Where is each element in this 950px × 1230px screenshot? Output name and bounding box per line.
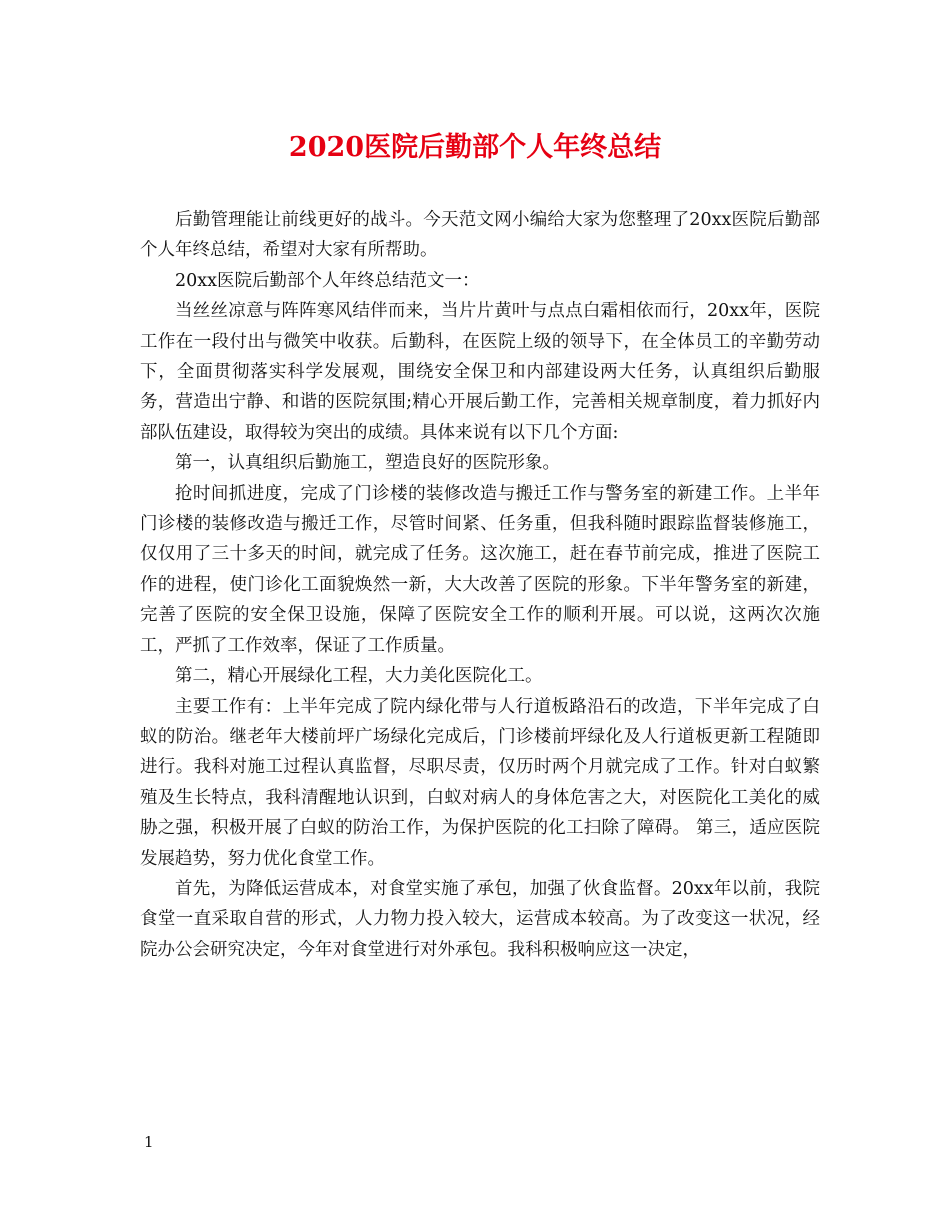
document-title: 2020医院后勤部个人年终总结: [288, 132, 662, 163]
paragraph-section-one-heading: 第一，认真组织后勤施工，塑造良好的医院形象。: [175, 453, 560, 474]
paragraph-overview: 当丝丝凉意与阵阵寒风结伴而来，当片片黄叶与点点白霜相依而行，20xx年，医院工作在一段付出与微笑中收获。后勤科，在医院上级的领导下，在全体员工的辛勤劳动下，全面贯彻落实科学发展观，围绕安全保卫和内部建设两大任务，认真组织后勤服务，营造出宁静、和谐的医院氛围;精心开展后勤工作，完善相关规章制度，着力抓好内部队伍建设，取得较为突出的成绩。具体来说有以下几个方面:: [140, 301, 820, 443]
paragraph-section-one-body: 抢时间抓进度，完成了门诊楼的装修改造与搬迁工作与警务室的新建工作。上半年门诊楼的装修改造与搬迁工作，尽管时间紧、任务重，但我科随时跟踪监督装修施工，仅仅用了三十多天的时间，就完成了任务。这次施工，赶在春节前完成，推进了医院工作的进程，使门诊化工面貌焕然一新，大大改善了医院的形象。下半年警务室的新建，完善了医院的安全保卫设施，保障了医院安全工作的顺利开展。可以说，这两次次施工，严抓了工作效率，保证了工作质量。: [140, 483, 820, 656]
paragraph-section-two-heading: 第二，精心开展绿化工程，大力美化医院化工。: [175, 666, 543, 687]
paragraph-section-two-body: 主要工作有：上半年完成了院内绿化带与人行道板路沿石的改造，下半年完成了白蚁的防治。继老年大楼前坪广场绿化完成后，门诊楼前坪绿化及人行道板更新工程随即进行。我科对施工过程认真监督，尽职尽责，仅历时两个月就完成了工作。针对白蚁繁殖及生长特点，我科清醒地认识到，白蚁对病人的身体危害之大，对医院化工美化的威胁之强，积极开展了白蚁的防治工作，为保护医院的化工扫除了障碍。 第三，适应医院发展趋势，努力优化食堂工作。: [140, 696, 820, 869]
paragraph-section-three-body: 首先，为降低运营成本，对食堂实施了承包，加强了伙食监督。20xx年以前，我院食堂一直采取自营的形式，人力物力投入较大，运营成本较高。为了改变这一状况，经院办公会研究决定，今年对食堂进行对外承包。我科积极响应这一决定，: [140, 878, 820, 960]
page-number: 1: [144, 1133, 154, 1151]
paragraph-intro: 后勤管理能让前线更好的战斗。今天范文网小编给大家为您整理了20xx医院后勤部个人年终总结，希望对大家有所帮助。: [140, 210, 820, 261]
document-body: [140, 205, 820, 965]
paragraph-sample-heading: 20xx医院后勤部个人年终总结范文一：: [175, 270, 480, 291]
